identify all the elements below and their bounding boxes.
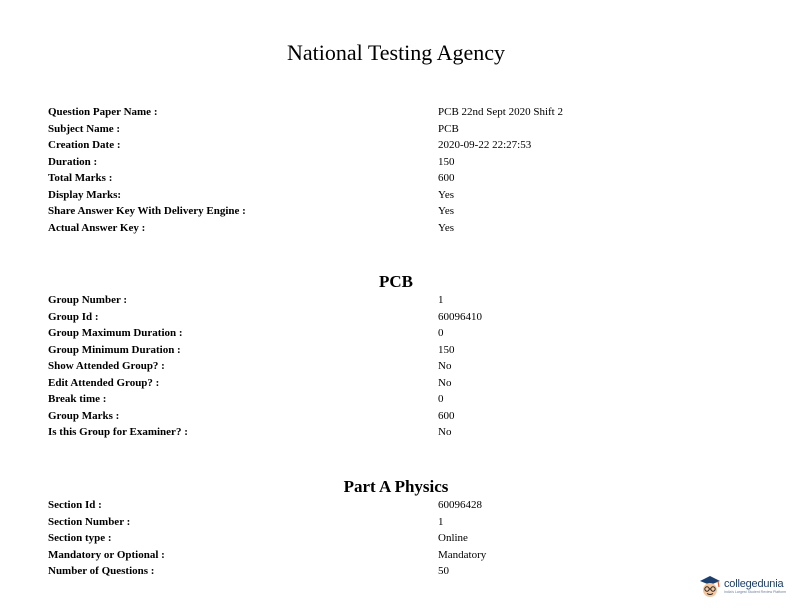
group-row-min-duration [48,342,648,359]
info-label: Subject Name : [48,122,121,135]
info-value: 2020-09-22 22:27:53 [438,139,532,151]
info-value: Yes [438,188,455,201]
info-row-actual-answer-key [48,220,648,237]
group-row-edit-attended [48,375,648,392]
info-label: Actual Answer Key : [48,221,146,234]
group-label: Group Id : [48,310,99,323]
group-value: 0 [438,327,444,339]
info-value: 150 [438,155,455,168]
section-row-question-count [48,563,648,580]
group-value: 0 [438,393,444,405]
info-value: Yes [438,221,455,234]
info-row-share-answer-key [48,203,648,220]
document-title: National Testing Agency [286,40,505,65]
group-value: 60096410 [438,310,482,323]
group-row-show-attended [48,358,648,375]
group-row-break-time [48,391,648,408]
section-value: 60096428 [438,499,482,511]
section-label: Section Number : [48,515,131,528]
info-row-paper-name [48,104,648,121]
info-row-total-marks [48,170,648,187]
group-row-max-duration [48,325,648,342]
group-label: Show Attended Group? : [48,360,165,372]
group-label: Break time : [48,393,107,405]
section-value: 50 [438,565,449,577]
info-value: PCB 22nd Sept 2020 Shift 2 [438,106,563,118]
watermark-tagline: India's Largest Student Review Platform [724,590,787,595]
group-value: No [438,376,452,389]
section-value: Online [438,532,468,544]
section-label: Mandatory or Optional : [48,548,165,561]
info-label: Creation Date : [48,139,121,151]
group-label: Group Marks : [48,409,120,422]
collegedunia-watermark [698,573,792,601]
group-row-examiner [48,424,648,441]
section-heading: Part A Physics [343,477,449,496]
group-value: No [438,426,452,438]
group-row-id [48,309,648,326]
info-label: Share Answer Key With Delivery Engine : [48,205,246,217]
group-label: Is this Group for Examiner? : [48,426,188,438]
section-row-number [48,514,648,531]
graduate-mascot-icon [698,574,722,600]
info-value: 600 [438,172,455,184]
group-value: 150 [438,343,455,356]
watermark-text [724,579,786,595]
section-row-type [48,530,648,547]
section-value: Mandatory [438,548,487,561]
section-row-id [48,497,648,514]
info-row-display-marks [48,187,648,204]
group-label: Group Maximum Duration : [48,327,183,339]
section-label: Section Id : [48,499,102,511]
paper-info-list [48,104,648,236]
group-value: 600 [438,409,455,422]
section-value: 1 [438,515,444,528]
info-label: Display Marks: [48,188,122,201]
section-label: Number of Questions : [48,565,155,577]
info-row-duration [48,154,648,171]
group-row-number [48,292,648,309]
info-row-subject-name [48,121,648,138]
group-info-list [48,292,648,441]
group-label: Group Minimum Duration : [48,343,181,356]
section-label: Section type : [48,532,112,544]
group-value: 1 [438,294,444,306]
group-label: Edit Attended Group? : [48,376,160,389]
info-value: Yes [438,205,455,217]
section-info-list [48,497,648,580]
info-label: Duration : [48,155,98,168]
section-row-mandatory [48,547,648,564]
info-label: Question Paper Name : [48,106,158,118]
info-value: PCB [438,122,459,135]
info-row-creation-date [48,137,648,154]
info-label: Total Marks : [48,172,113,184]
group-label: Group Number : [48,294,128,306]
group-row-marks [48,408,648,425]
group-heading: PCB [379,272,413,291]
group-value: No [438,360,452,372]
watermark-name: collegedunia [724,578,784,591]
